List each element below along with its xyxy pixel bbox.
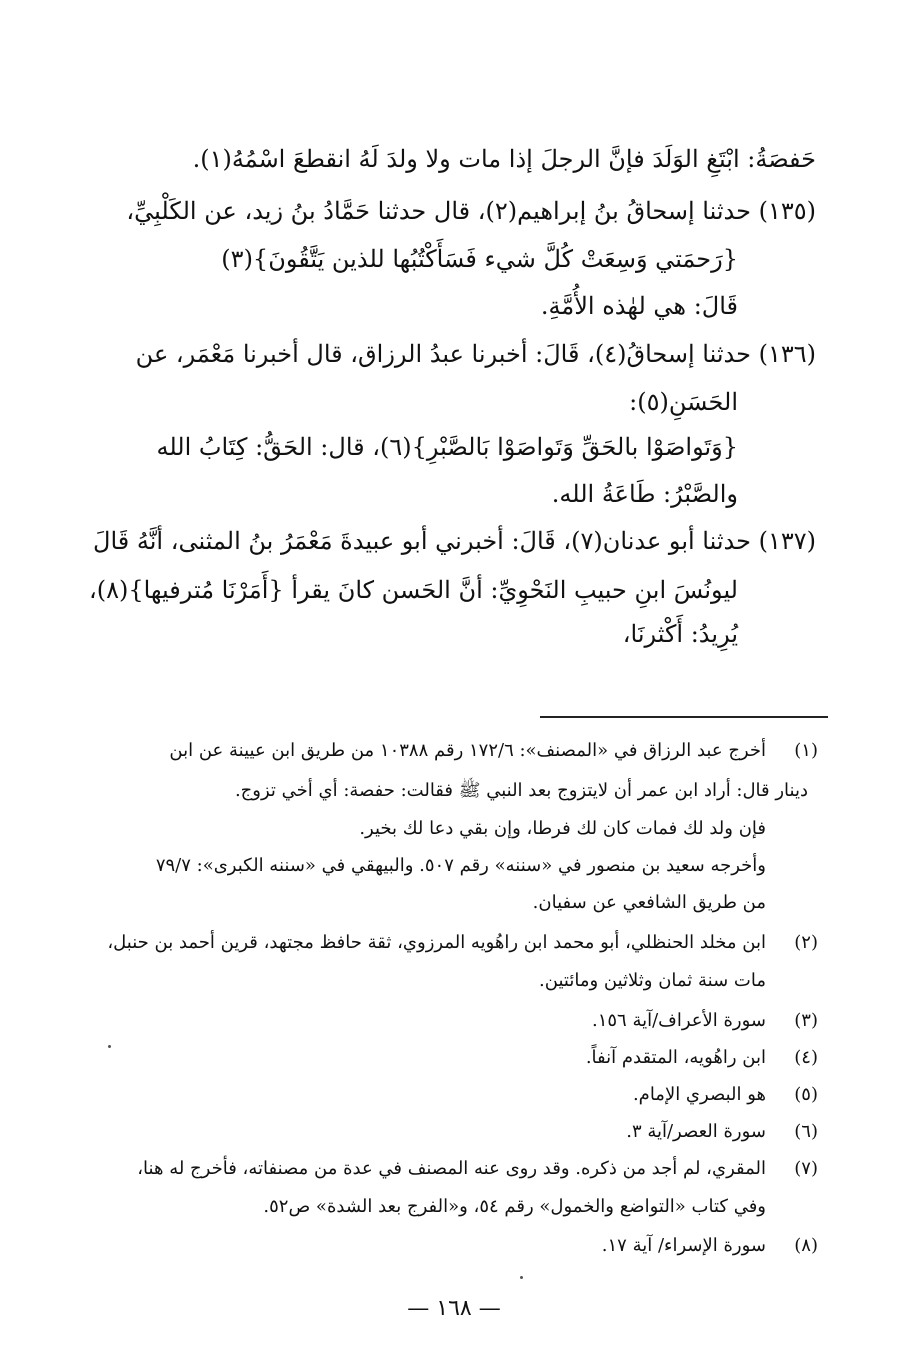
main-line-7: {وَتَواصَوْا بالحَقِّ وَتَواصَوْا بَالصَّبْرِ}(٦)، قال: الحَقُّ: كِتَابُ الله [156,433,738,461]
footnote-1-line-4: وأخرجه سعيد بن منصور في «سننه» رقم ٥٠٧. والبيهقي في «سننه الكبرى»: ٧٩/٧ [155,855,766,876]
footnote-number-5: (٥) [794,1084,818,1105]
main-line-10: ليونُسَ ابنِ حبيبِ النَحْوِيِّ: أنَّ الحَسن كانَ يقرأ {أَمَرْنَا مُترفيها}(٨)، [88,576,738,604]
main-line-3: {رَحمَتي وَسِعَتْ كُلَّ شيء فَسَأَكْتُبُها للذين يَتَّقُونَ}(٣) [221,245,738,273]
footnote-1-line-2: دينار قال: أراد ابن عمر أن لايتزوج بعد النبي ﷺ فقالت: حفصة: أي أخي تزوج. [234,780,808,801]
footnote-2-line-1: ابن مخلد الحنظلي، أبو محمد ابن راهُويه المرزوي، ثقة حافظ مجتهد، قرين أحمد بن حنبل، [107,932,766,953]
footnote-4-line-1: ابن راهُويه، المتقدم آنفاً. [585,1047,766,1068]
main-line-1: حَفصَةُ: ابْتَغِ الوَلَدَ فإنَّ الرجلَ إذا مات ولا ولدَ لَهُ انقطعَ اسْمُهُ(١). [192,145,816,173]
main-line-4: قَالَ: هي لهٰذه الأُمَّةِ. [540,292,738,320]
footnote-3-line-1: سورة الأعراف/آية ١٥٦. [591,1010,766,1031]
footnote-7-line-1: المقري، لم أجد من ذكره. وقد روى عنه المصنف في عدة من مصنفاته، فأخرج له هنا، [137,1158,766,1179]
main-line-8: والصَّبْرُ: طَاعَةُ الله. [551,480,738,508]
main-line-6: الحَسَنِ(٥): [629,388,738,416]
footnote-6-line-1: سورة العصر/آية ٣. [626,1121,766,1142]
footnote-2-line-2: مات سنة ثمان وثلاثين ومائتين. [539,970,766,991]
footnote-number-2: (٢) [794,932,818,953]
footnote-number-8: (٨) [794,1235,818,1256]
footnote-5-line-1: هو البصري الإمام. [632,1084,766,1105]
footnote-1-line-5: من طريق الشافعي عن سفيان. [532,892,766,913]
footnote-7-line-2: وفي كتاب «التواضع والخمول» رقم ٥٤، و«الفرج بعد الشدة» ص٥٢. [263,1196,766,1217]
footnote-number-7: (٧) [794,1158,818,1179]
page-number: — ١٦٨ — [407,1296,501,1321]
footnote-1-line-3: فإن ولد لك فمات كان لك فرطا، وإن بقي دعا لك بخير. [359,818,766,839]
footnote-number-3: (٣) [794,1010,818,1031]
footnote-separator [540,716,828,718]
main-line-2: (١٣٥) حدثنا إسحاقُ بنُ إبراهيم(٢)، قال حدثنا حَمَّادُ بنُ زيد، عن الكَلْبِيِّ، [126,197,816,225]
footnote-number-6: (٦) [794,1121,818,1142]
main-line-9: (١٣٧) حدثنا أبو عدنان(٧)، قَالَ: أخبرني أبو عبيدةَ مَعْمَرُ بنُ المثنى، أنَّهُ قَالَ [93,527,816,555]
main-line-5: (١٣٦) حدثنا إسحاقُ(٤)، قَالَ: أخبرنا عبدُ الرزاق، قال أخبرنا مَعْمَر، عن [135,340,816,368]
footnote-1-line-1: أخرج عبد الرزاق في «المصنف»: ١٧٢/٦ رقم ١٠٣٨٨ من طريق ابن عيينة عن ابن [169,740,766,761]
footnote-number-4: (٤) [794,1047,818,1068]
main-line-11: يُرِيدُ: أَكْثرنَا، [622,620,738,648]
footnote-number-1: (١) [794,740,818,761]
footnote-8-line-1: سورة الإسراء/ آية ١٧. [601,1235,766,1256]
scan-speck [108,1045,111,1048]
scan-speck [520,1276,523,1279]
